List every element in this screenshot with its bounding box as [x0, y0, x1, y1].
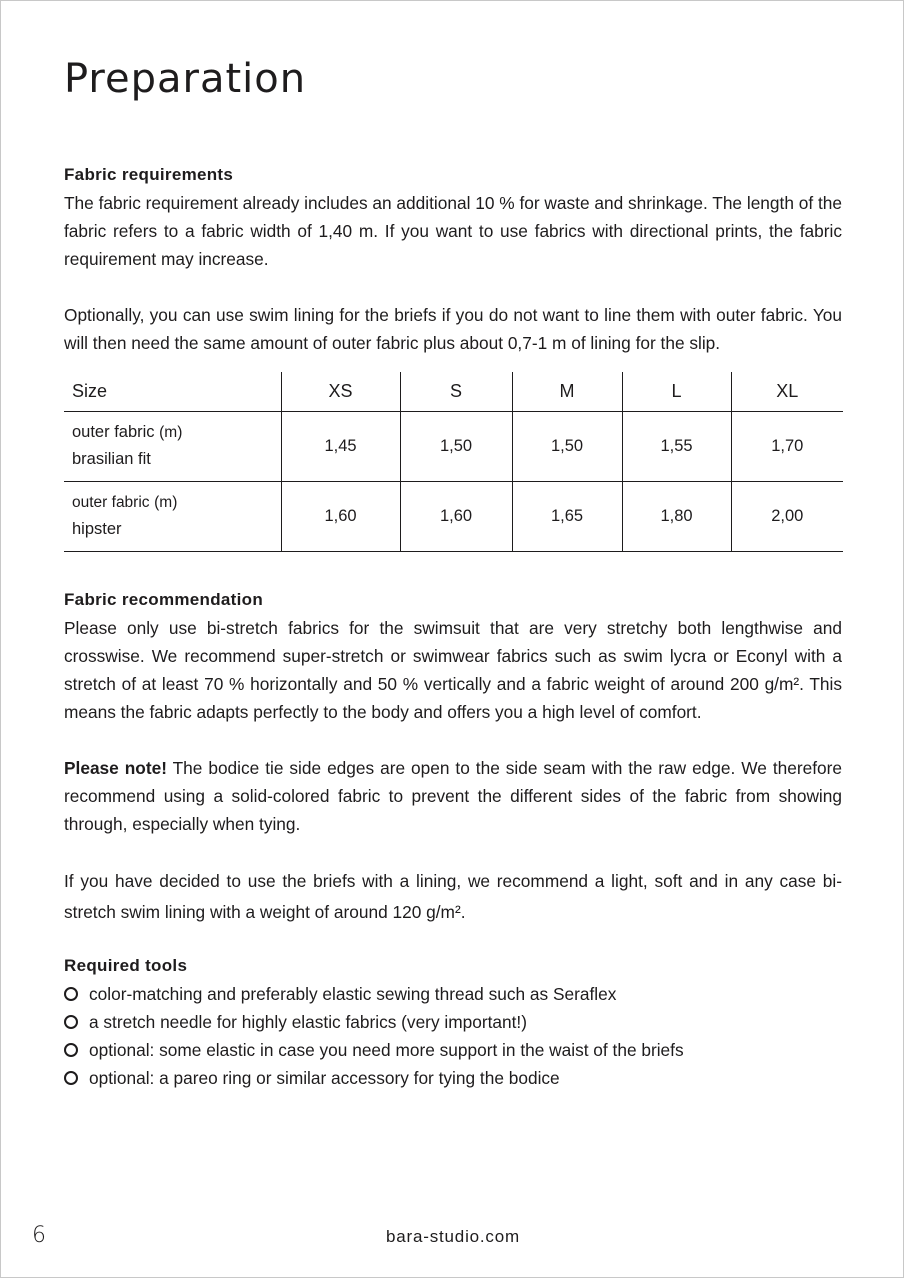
- header-xs: XS: [281, 372, 400, 411]
- row-label-line1: outer fabric: [72, 494, 150, 511]
- row-label-unit: (m): [154, 494, 178, 511]
- fabric-recommendation-heading: Fabric recommendation: [64, 589, 264, 609]
- fabric-requirements-heading: Fabric requirements: [64, 165, 234, 184]
- tool-text: optional: some elastic in case you need more support in the waist of the briefs: [89, 1039, 684, 1060]
- table-cell: 1,80: [622, 481, 731, 551]
- fabric-requirements-table: [64, 372, 843, 552]
- page-title: Preparation: [64, 56, 307, 102]
- page-content: [64, 161, 842, 1092]
- row-label-line2: brasilian fit: [72, 450, 151, 468]
- header-m: M: [512, 372, 622, 411]
- fabric-recommendation-paragraph: Please only use bi-stretch fabrics for the swimsuit that are very stretchy both lengthwise and crosswise. We recommend super-stretch or swimwear fabrics such as swim lycra or Econyl with a stretch of at least 70 % horizontally and 50 % vertically and a fabric weight of around 200 g/m². This means the fabric adapts perfectly to the body and offers you a high level of comfort.: [64, 617, 842, 722]
- table-row: [64, 481, 843, 551]
- table-cell: 1,50: [512, 411, 622, 481]
- circle-bullet-icon: [64, 1015, 78, 1029]
- row-label: [64, 481, 281, 551]
- table-cell: 1,60: [400, 481, 512, 551]
- fabric-requirements-paragraph: The fabric requirement already includes an additional 10 % for waste and shrinkage. The length of the fabric refers to a fabric width of 1,40 m. If you want to use fabrics with directional prints, the fabric requirement may increase.: [64, 193, 842, 269]
- row-label-line2: hipster: [72, 520, 122, 538]
- spacer: [64, 838, 842, 866]
- lining-recommendation-paragraph: If you have decided to use the briefs with a lining, we recommend a light, soft and in any case bi-stretch swim lining with a weight of around 120 g/m².: [64, 870, 842, 922]
- note-paragraph: [64, 754, 842, 838]
- footer-url: bara-studio.com: [386, 1227, 520, 1246]
- tool-text: color-matching and preferably elastic sewing thread such as Seraflex: [89, 983, 617, 1004]
- table-cell: 1,45: [281, 411, 400, 481]
- table-cell: 1,70: [731, 411, 843, 481]
- header-l: L: [622, 372, 731, 411]
- circle-bullet-icon: [64, 1043, 78, 1057]
- circle-bullet-icon: [64, 987, 78, 1001]
- header-xl: XL: [731, 372, 843, 411]
- list-item: [64, 1008, 842, 1036]
- list-item: [64, 1064, 842, 1092]
- note-text: The bodice tie side edges are open to the side seam with the raw edge. We therefore recommend using a solid-colored fabric to prevent the different sides of the fabric from showing through, especially when tying.: [64, 757, 842, 834]
- row-label: [64, 411, 281, 481]
- page-number: 6: [32, 1223, 46, 1248]
- fabric-recommendation-section: [64, 586, 842, 928]
- list-item: [64, 980, 842, 1008]
- table-cell: 2,00: [731, 481, 843, 551]
- row-label-line1: outer fabric: [72, 423, 155, 441]
- lining-paragraph: Optionally, you can use swim lining for the briefs if you do not want to line them with outer fabric. You will then need the same amount of outer fabric plus about 0,7-1 m of lining for the slip.: [64, 305, 842, 353]
- row-label-unit: (m): [159, 424, 183, 441]
- list-item: [64, 1036, 842, 1064]
- table-cell: 1,55: [622, 411, 731, 481]
- spacer: [64, 726, 842, 754]
- header-s: S: [400, 372, 512, 411]
- required-tools-heading: Required tools: [64, 955, 188, 975]
- circle-bullet-icon: [64, 1071, 78, 1085]
- table-row: [64, 411, 843, 481]
- tools-list: [64, 980, 842, 1092]
- table-header-row: [64, 372, 843, 411]
- spacer: [64, 273, 842, 301]
- table-cell: 1,60: [281, 481, 400, 551]
- required-tools-section: [64, 952, 842, 1092]
- table-cell: 1,65: [512, 481, 622, 551]
- note-label: Please note!: [64, 757, 167, 778]
- tool-text: optional: a pareo ring or similar accessory for tying the bodice: [89, 1067, 560, 1088]
- tool-text: a stretch needle for highly elastic fabrics (very important!): [89, 1011, 527, 1032]
- fabric-requirements-section: [64, 161, 842, 357]
- header-size: Size: [64, 372, 281, 411]
- table-cell: 1,50: [400, 411, 512, 481]
